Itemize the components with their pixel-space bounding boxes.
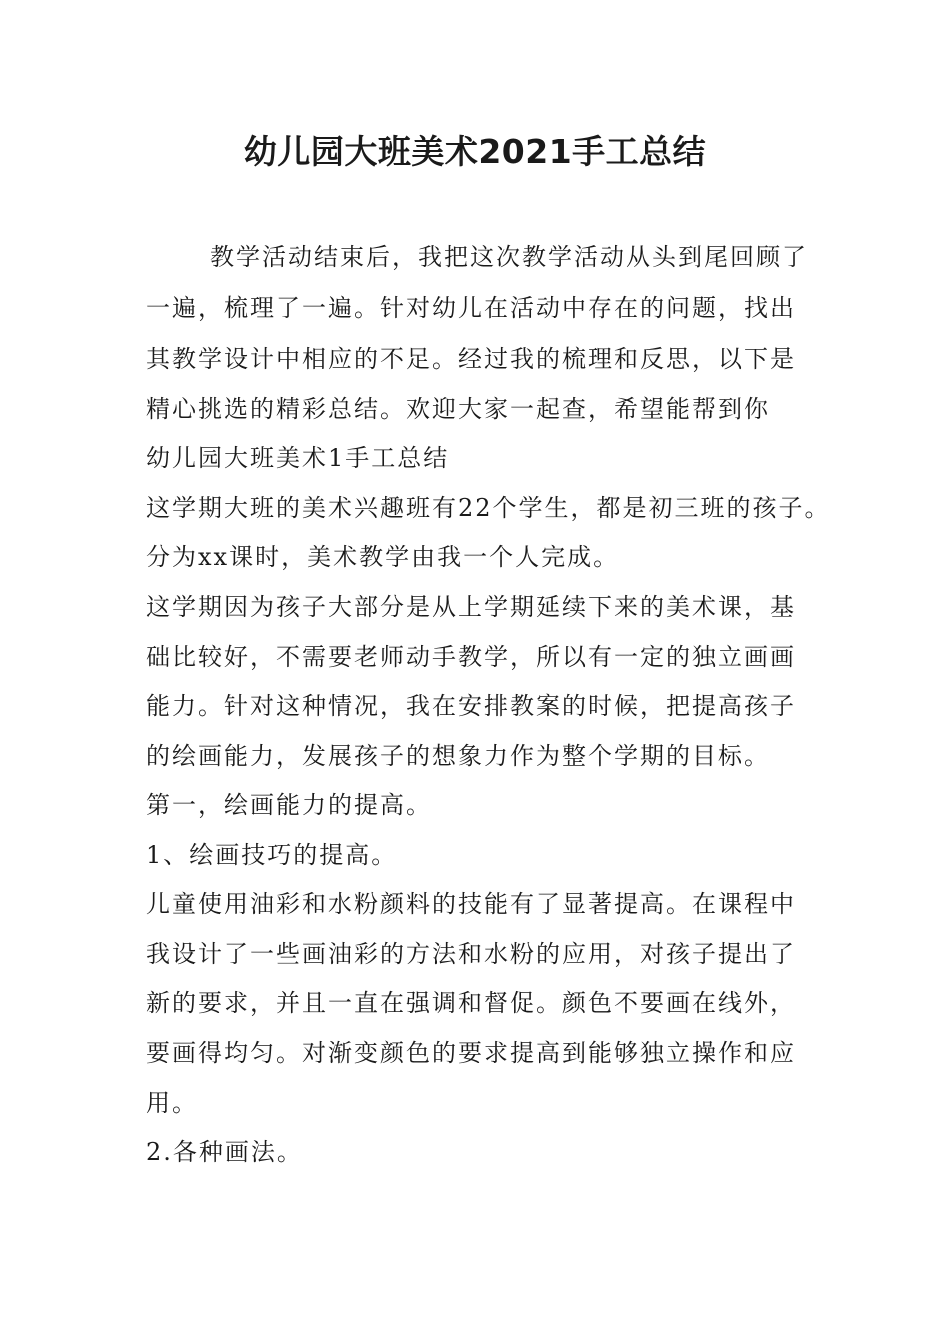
paragraph-line: 教学活动结束后，我把这次教学活动从头到尾回顾了 [210,243,808,271]
section-heading: 幼儿园大班美术1手工总结 [146,444,450,472]
paragraph-line: 新的要求，并且一直在强调和督促。颜色不要画在线外， [146,989,796,1017]
subsection-heading: 第一，绘画能力的提高。 [146,791,432,819]
list-item-heading: 2.各种画法。 [146,1138,303,1166]
paragraph-line: 其教学设计中相应的不足。经过我的梳理和反思，以下是 [146,345,796,373]
list-item-heading: 1、绘画技巧的提高。 [146,841,398,869]
paragraph-line: 础比较好，不需要老师动手教学，所以有一定的独立画画 [146,643,796,671]
paragraph-line: 要画得均匀。对渐变颜色的要求提高到能够独立操作和应 [146,1039,796,1067]
paragraph-line: 我设计了一些画油彩的方法和水粉的应用，对孩子提出了 [146,940,796,968]
paragraph-line: 一遍，梳理了一遍。针对幼儿在活动中存在的问题，找出 [146,294,796,322]
paragraph-line: 能力。针对这种情况，我在安排教案的时候，把提高孩子 [146,692,796,720]
paragraph-line: 分为xx课时，美术教学由我一个人完成。 [146,543,620,571]
paragraph-line: 这学期大班的美术兴趣班有22个学生，都是初三班的孩子。 [146,494,831,522]
document-title: 幼儿园大班美术2021手工总结 [243,132,707,171]
paragraph-line: 儿童使用油彩和水粉颜料的技能有了显著提高。在课程中 [146,890,796,918]
paragraph-line: 这学期因为孩子大部分是从上学期延续下来的美术课，基 [146,593,796,621]
paragraph-line: 的绘画能力，发展孩子的想象力作为整个学期的目标。 [146,742,770,770]
paragraph-line: 用。 [146,1089,198,1117]
paragraph-line: 精心挑选的精彩总结。欢迎大家一起查，希望能帮到你 [146,395,770,423]
